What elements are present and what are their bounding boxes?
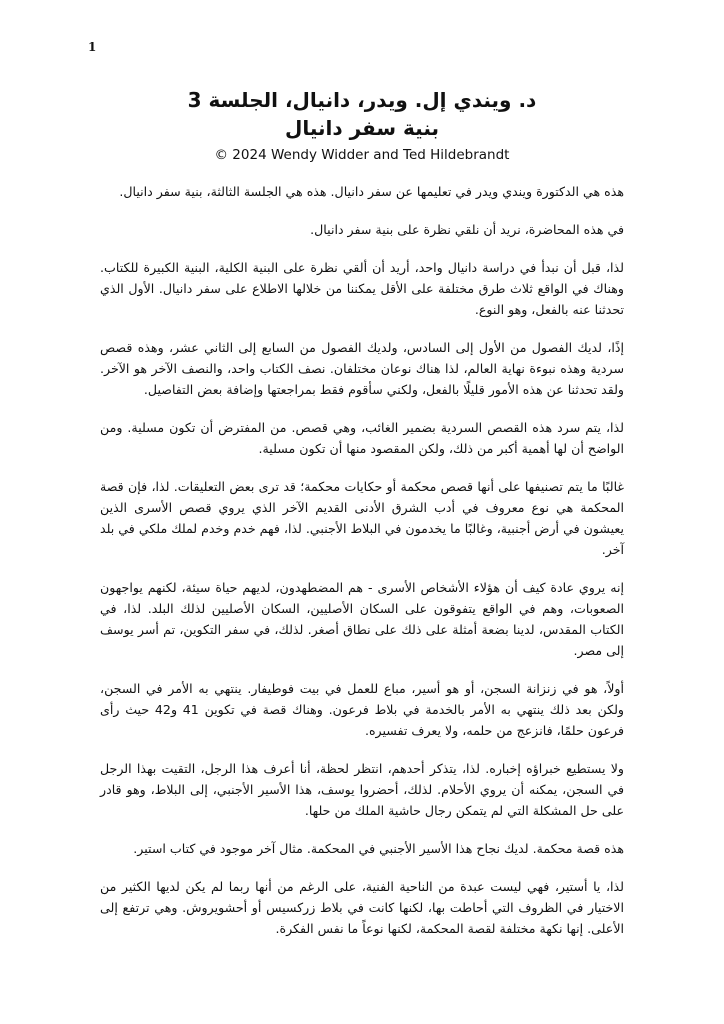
page-number: 1 (88, 40, 97, 54)
paragraph: في هذه المحاضرة، نريد أن نلقي نظرة على بنية سفر دانيال. (310, 222, 624, 237)
paragraph: لذا، قبل أن نبدأ في دراسة دانيال واحد، أريد أن ألقي نظرة على البنية الكلية، البنية الكبيرة للكتاب. وهناك في الواقع ثلاث طرق مختلفة على الأقل يمكننا من خلالها الاطلاع على سفر دانيال. الأول الذي تحدثنا عنه بالفعل، وهو النوع. (100, 260, 624, 317)
paragraph: ولا يستطيع خبراؤه إخباره. لذا، يتذكر أحدهم، انتظر لحظة، أنا أعرف هذا الرجل، التقيت بهذا الرجل في السجن، يمكنه أن يروي الأحلام. لذلك، أحضروا يوسف، هذا الأسير الأجنبي، إلى البلاط، وهو قادر على حل المشكلة التي لم يتمكن رجال حاشية الملك من حلها. (100, 761, 624, 818)
paragraph: إنه يروي عادة كيف أن هؤلاء الأشخاص الأسرى - هم المضطهدون، لديهم حياة سيئة، لكنهم يواجهون الصعوبات، وهم في الواقع يتفوقون على السكان الأصليين، السكان الأصليين لذلك البلد. لذا، في الكتاب المقدس، لدينا بضعة أمثلة على ذلك على نطاق أصغر. لذلك، في سفر التكوين، تم أسر يوسف إلى مصر. (100, 580, 624, 658)
paragraph: غالبًا ما يتم تصنيفها على أنها قصص محكمة أو حكايات محكمة؛ قد ترى بعض التعليقات. لذا، فإن قصة المحكمة هي نوع معروف في أدب الشرق الأدنى القديم الآخر الذي يروي قصص الأسرى الذين يعيشون في أرض أجنبية، وغالبًا ما يخدمون في البلاط الأجنبي. لذا، فهم خدم وخدم لملك ملكي في بلد آخر. (100, 479, 624, 557)
document-subtitle: بنية سفر دانيال (284, 116, 440, 140)
document-body (100, 181, 624, 956)
paragraph: هذه هي الدكتورة ويندي ويدر في تعليمها عن سفر دانيال. هذه هي الجلسة الثالثة، بنية سفر دانيال. (119, 184, 624, 199)
paragraph: لذا، يا أستير، فهي ليست عبدة من الناحية الفنية، على الرغم من أنها ربما لم يكن لديها الكثير من الاختيار في الظروف التي أحاطت بها، لكنها كانت في بلاط زركسيس أو أحشويروش. وهي ترتفع إلى الأعلى. إنها نكهة مختلفة لقصة المحكمة، لكنها نوعاً ما نفس الفكرة. (100, 879, 624, 936)
paragraph: لذا، يتم سرد هذه القصص السردية بضمير الغائب، وهي قصص. من المفترض أن تكون مسلية. ومن الواضح أن لها أهمية أكبر من ذلك، ولكن المقصود منها أن تكون مسلية. (100, 420, 624, 456)
paragraph: أولاً، هو في زنزانة السجن، أو هو أسير، مباع للعمل في بيت فوطيفار. ينتهي به الأمر في السجن، ولكن بعد ذلك ينتهي به الأمر بالخدمة في بلاط فرعون. وهناك قصة في تكوين 41 و42 حيث رأى فرعون حلمًا، فانزعج من حلمه، ولا يعرف تفسيره. (100, 681, 624, 738)
document-title: د. ويندي إل. ويدر، دانيال، الجلسة 3 (187, 88, 537, 112)
paragraph: إذًا، لديك الفصول من الأول إلى السادس، ولديك الفصول من السابع إلى الثاني عشر، وهذه قصص سردية وهذه نبوءة نهاية العالم، لذا هناك نوعان مختلفان. نصف الكتاب واحد، والنصف الآخر هو الآخر. ولقد تحدثنا عن هذه الأمور قليلًا بالفعل، ولكني سأقوم فقط بمراجعتها وإضافة بعض التفاصيل. (100, 340, 624, 397)
paragraph: هذه قصة محكمة. لديك نجاح هذا الأسير الأجنبي في المحكمة. مثال آخر موجود في كتاب استير. (133, 841, 624, 856)
copyright-notice: © 2024 Wendy Widder and Ted Hildebrandt (214, 147, 510, 163)
document-header (100, 86, 624, 166)
